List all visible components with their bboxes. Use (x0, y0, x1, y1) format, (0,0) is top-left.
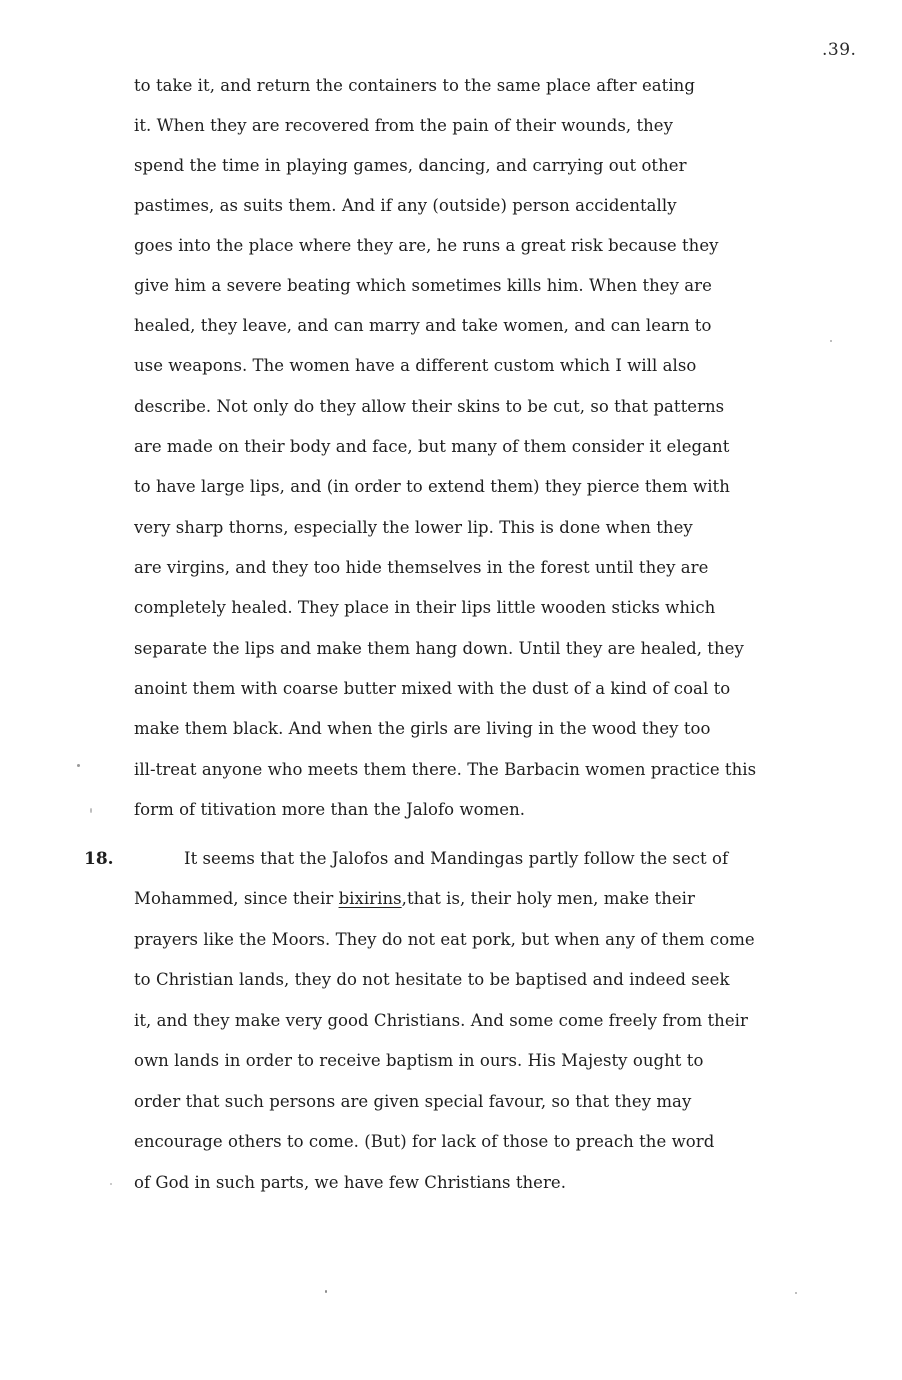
scan-speck (830, 340, 832, 342)
text-line: own lands in order to receive baptism in ours. His Majesty ought to (134, 1051, 704, 1070)
text-line: give him a severe beating which sometimes kills him. When they are (134, 276, 712, 295)
text-line: it, and they make very good Christians. And some come freely from their (134, 1011, 748, 1030)
text-line: healed, they leave, and can marry and take women, and can learn to (134, 316, 712, 335)
section-number: 18. (84, 849, 114, 869)
text-line: It seems that the Jalofos and Mandingas partly follow the sect of (184, 849, 729, 868)
scan-speck (90, 808, 92, 813)
text-line: are made on their body and face, but many of them consider it elegant (134, 437, 730, 456)
page-number: .39. (822, 40, 857, 60)
text-line: separate the lips and make them hang down. Until they are healed, they (134, 639, 744, 658)
text-line: ill-treat anyone who meets them there. The Barbacin women practice this (134, 760, 757, 779)
text-line: make them black. And when the girls are living in the wood they too (134, 719, 711, 738)
underlined-term: bixirins (338, 889, 402, 908)
text-line: to have large lips, and (in order to extend them) they pierce them with (134, 477, 730, 496)
text-line: to take it, and return the containers to the same place after eating (134, 76, 695, 95)
text-line: spend the time in playing games, dancing, and carrying out other (134, 156, 687, 175)
scan-speck (795, 1292, 797, 1294)
scan-speck (110, 1183, 112, 1185)
text-line: form of titivation more than the Jalofo women. (134, 800, 526, 819)
text-line: it. When they are recovered from the pain of their wounds, they (134, 116, 673, 135)
text-line: are virgins, and they too hide themselves in the forest until they are (134, 558, 709, 577)
text-line: to Christian lands, they do not hesitate to be baptised and indeed seek (134, 970, 730, 989)
text-line: use weapons. The women have a different custom which I will also (134, 356, 697, 375)
text-line (134, 889, 695, 908)
text-line: order that such persons are given special favour, so that they may (134, 1092, 692, 1111)
text-line: very sharp thorns, especially the lower lip. This is done when they (134, 518, 693, 537)
scan-speck (77, 764, 80, 767)
text-line: prayers like the Moors. They do not eat pork, but when any of them come (134, 930, 755, 949)
text-line: anoint them with coarse butter mixed with the dust of a kind of coal to (134, 679, 731, 698)
text-line: describe. Not only do they allow their skins to be cut, so that patterns (134, 397, 725, 416)
text-fragment: ,that is, their holy men, make their (401, 889, 695, 908)
text-fragment: Mohammed, since their (134, 889, 339, 908)
scan-speck (325, 1290, 327, 1293)
text-line: completely healed. They place in their lips little wooden sticks which (134, 598, 716, 617)
text-line: goes into the place where they are, he runs a great risk because they (134, 236, 719, 255)
text-line: encourage others to come. (But) for lack of those to preach the word (134, 1132, 715, 1151)
text-line: of God in such parts, we have few Christians there. (134, 1173, 567, 1192)
text-line: pastimes, as suits them. And if any (outside) person accidentally (134, 196, 677, 215)
